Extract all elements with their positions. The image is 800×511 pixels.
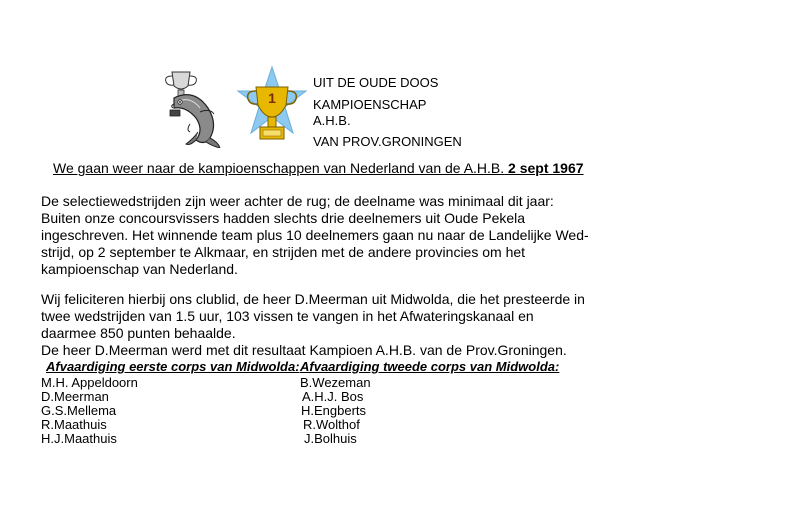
list-item: H.J.Maathuis bbox=[41, 431, 117, 446]
page-title-text: We gaan weer naar de kampioenschappen van Nederland van de A.H.B. bbox=[53, 160, 505, 176]
fish-trophy-illustration bbox=[160, 68, 235, 148]
list-item: R.Maathuis bbox=[41, 417, 107, 432]
first-corps-heading: Afvaardiging eerste corps van Midwolda: bbox=[46, 359, 300, 374]
list-item: J.Bolhuis bbox=[304, 431, 357, 446]
header-line-3: A.H.B. bbox=[313, 113, 351, 128]
paragraph-line: Buiten onze concoursvissers hadden slechts drie deelnemers uit Oude Pekela bbox=[41, 210, 526, 226]
paragraph-line: ingeschreven. Het winnende team plus 10 deelnemers gaan nu naar de Landelijke Wed- bbox=[41, 227, 589, 243]
header-line-2: KAMPIOENSCHAP bbox=[313, 97, 427, 112]
list-item: R.Wolthof bbox=[303, 417, 360, 432]
paragraph-congratulations bbox=[41, 291, 601, 359]
second-corps-list bbox=[300, 376, 371, 446]
header-line-1: UIT DE OUDE DOOS bbox=[313, 75, 439, 90]
paragraph-line: De selectiewedstrijden zijn weer achter de rug; de deelname was minimaal dit jaar: bbox=[41, 193, 554, 209]
list-item: D.Meerman bbox=[41, 389, 109, 404]
first-corps-list bbox=[41, 376, 138, 446]
list-item: M.H. Appeldoorn bbox=[41, 375, 138, 390]
trophy-number: 1 bbox=[268, 90, 276, 106]
paragraph-line: Wij feliciteren hierbij ons clublid, de heer D.Meerman uit Midwolda, die het presteerde in bbox=[41, 291, 585, 307]
list-item: G.S.Mellema bbox=[41, 403, 117, 418]
list-item: H.Engberts bbox=[301, 403, 367, 418]
paragraph-line: strijd, op 2 september te Alkmaar, en strijden met de andere provincies om het bbox=[41, 244, 526, 260]
list-item: A.H.J. Bos bbox=[302, 389, 364, 404]
paragraph-selection bbox=[41, 193, 601, 278]
star-trophy-icon bbox=[236, 65, 308, 147]
paragraph-line: daarmee 850 punten behaalde. bbox=[41, 325, 236, 341]
paragraph-line: De heer D.Meerman werd met dit resultaat Kampioen A.H.B. van de Prov.Groningen. bbox=[41, 342, 567, 358]
header-line-4: VAN PROV.GRONINGEN bbox=[313, 134, 462, 149]
page-title-date: 2 sept 1967 bbox=[508, 160, 584, 176]
second-corps-heading: Afvaardiging tweede corps van Midwolda: bbox=[300, 359, 560, 374]
paragraph-line: twee wedstrijden van 1.5 uur, 103 vissen te vangen in het Afwateringskanaal en bbox=[41, 308, 534, 324]
page-title bbox=[53, 160, 584, 176]
paragraph-line: kampioenschap van Nederland. bbox=[41, 261, 238, 277]
list-item: B.Wezeman bbox=[300, 375, 371, 390]
